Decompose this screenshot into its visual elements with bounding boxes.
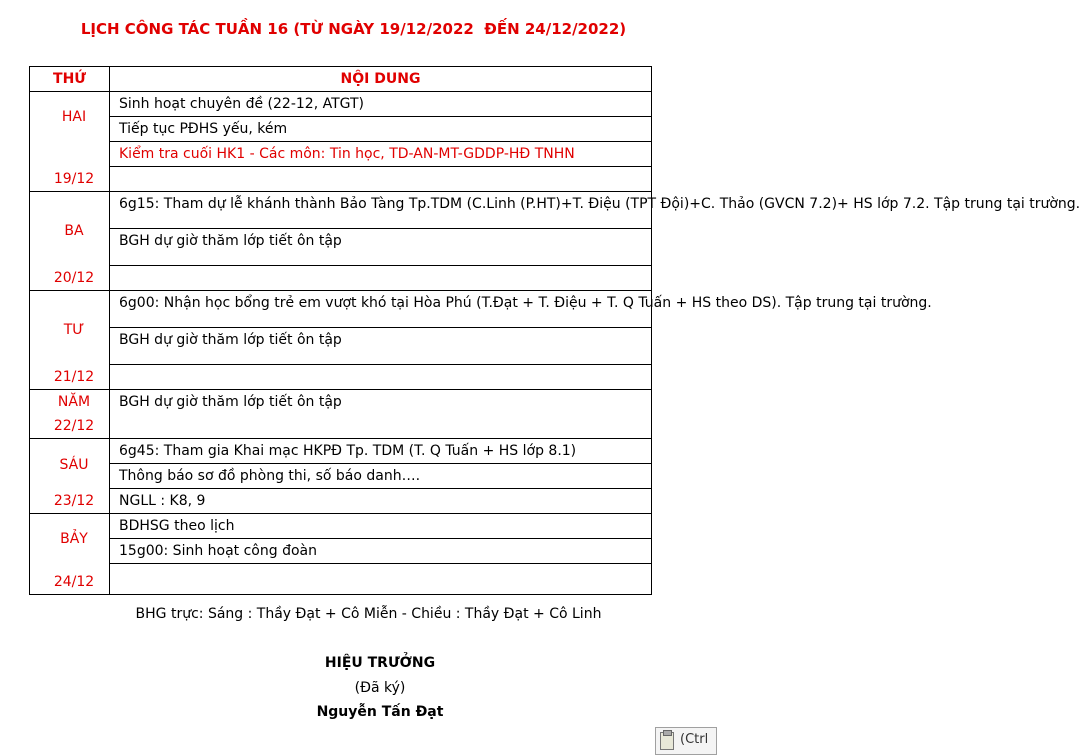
day-name: BA bbox=[64, 223, 84, 239]
day-date: 22/12 bbox=[53, 418, 95, 434]
table-row bbox=[30, 229, 652, 266]
activity-cell-empty bbox=[110, 365, 652, 390]
day-name: NĂM bbox=[57, 394, 91, 410]
table-row bbox=[30, 390, 652, 439]
activity-cell: BGH dự giờ thăm lớp tiết ôn tập bbox=[110, 328, 652, 365]
activity-cell: 6g15: Tham dự lễ khánh thành Bảo Tàng Tp.TDM (C.Linh (P.HT)+T. Điệu (TPT Đội)+C. Thảo (GVCN 7.2)+ HS lớp 7.2. Tập trung tại trường. bbox=[110, 192, 652, 229]
schedule-table bbox=[29, 66, 1080, 595]
schedule-title: LỊCH CÔNG TÁC TUẦN 16 (TỪ NGÀY 19/12/2022 ĐẾN 24/12/2022) bbox=[80, 20, 627, 38]
table-row bbox=[30, 142, 652, 167]
table-row bbox=[30, 539, 652, 564]
day-cell-tu bbox=[30, 291, 110, 390]
day-cell-sau bbox=[30, 439, 110, 514]
signature-role: HIỆU TRƯỞNG bbox=[324, 655, 436, 671]
activity-cell-empty bbox=[110, 564, 652, 595]
day-name: TƯ bbox=[63, 322, 85, 338]
day-name: SÁU bbox=[59, 457, 89, 473]
activity-cell: 6g00: Nhận học bổng trẻ em vượt khó tại Hòa Phú (T.Đạt + T. Điệu + T. Q Tuấn + HS theo DS). Tập trung tại trường. bbox=[110, 291, 652, 328]
activity-cell: 15g00: Sinh hoạt công đoàn bbox=[110, 539, 652, 564]
activity-cell: BGH dự giờ thăm lớp tiết ôn tập bbox=[110, 390, 652, 439]
activity-cell-empty bbox=[110, 167, 652, 192]
activity-cell-empty bbox=[110, 266, 652, 291]
table-row bbox=[30, 464, 652, 489]
activity-cell: Thông báo sơ đồ phòng thi, số báo danh…. bbox=[110, 464, 652, 489]
day-date: 24/12 bbox=[53, 574, 95, 590]
activity-cell: BDHSG theo lịch bbox=[110, 514, 652, 539]
paste-options-button[interactable] bbox=[655, 727, 717, 755]
activity-cell-exam: Kiểm tra cuối HK1 - Các môn: Tin học, TD-AN-MT-GDDP-HĐ TNHN bbox=[110, 142, 652, 167]
table-row bbox=[30, 365, 652, 390]
table-row bbox=[30, 92, 652, 117]
day-cell-hai bbox=[30, 92, 110, 192]
activity-cell: Tiếp tục PĐHS yếu, kém bbox=[110, 117, 652, 142]
day-cell-bay bbox=[30, 514, 110, 595]
table-row bbox=[30, 117, 652, 142]
table-row bbox=[30, 514, 652, 539]
duty-roster: BHG trực: Sáng : Thầy Đạt + Cô Miễn - Chiều : Thầy Đạt + Cô Linh bbox=[135, 606, 602, 622]
activity-cell: Sinh hoạt chuyên đề (22-12, ATGT) bbox=[110, 92, 652, 117]
signature-status: (Đã ký) bbox=[354, 680, 406, 696]
signature-name: Nguyễn Tấn Đạt bbox=[316, 704, 444, 720]
table-row bbox=[30, 192, 652, 229]
table-row bbox=[30, 167, 652, 192]
day-date: 23/12 bbox=[53, 493, 95, 509]
clipboard-icon bbox=[660, 732, 674, 750]
activity-cell: BGH dự giờ thăm lớp tiết ôn tập bbox=[110, 229, 652, 266]
day-name: BẢY bbox=[60, 531, 88, 547]
activity-cell: 6g45: Tham gia Khai mạc HKPĐ Tp. TDM (T. Q Tuấn + HS lớp 8.1) bbox=[110, 439, 652, 464]
day-date: 19/12 bbox=[53, 171, 95, 187]
header-day: THỨ bbox=[30, 67, 110, 92]
day-cell-ba bbox=[30, 192, 110, 291]
day-cell-nam bbox=[30, 390, 110, 439]
table-header-row bbox=[30, 67, 652, 92]
table-row bbox=[30, 564, 652, 595]
table-row bbox=[30, 291, 652, 328]
day-name: HAI bbox=[61, 109, 87, 125]
day-date: 20/12 bbox=[53, 270, 95, 286]
table-row bbox=[30, 489, 652, 514]
activity-cell: NGLL : K8, 9 bbox=[110, 489, 652, 514]
paste-options-label: (Ctrl bbox=[680, 732, 709, 747]
table-row bbox=[30, 328, 652, 365]
day-date: 21/12 bbox=[53, 369, 95, 385]
table-row bbox=[30, 266, 652, 291]
table-row bbox=[30, 439, 652, 464]
header-content: NỘI DUNG bbox=[110, 67, 652, 92]
